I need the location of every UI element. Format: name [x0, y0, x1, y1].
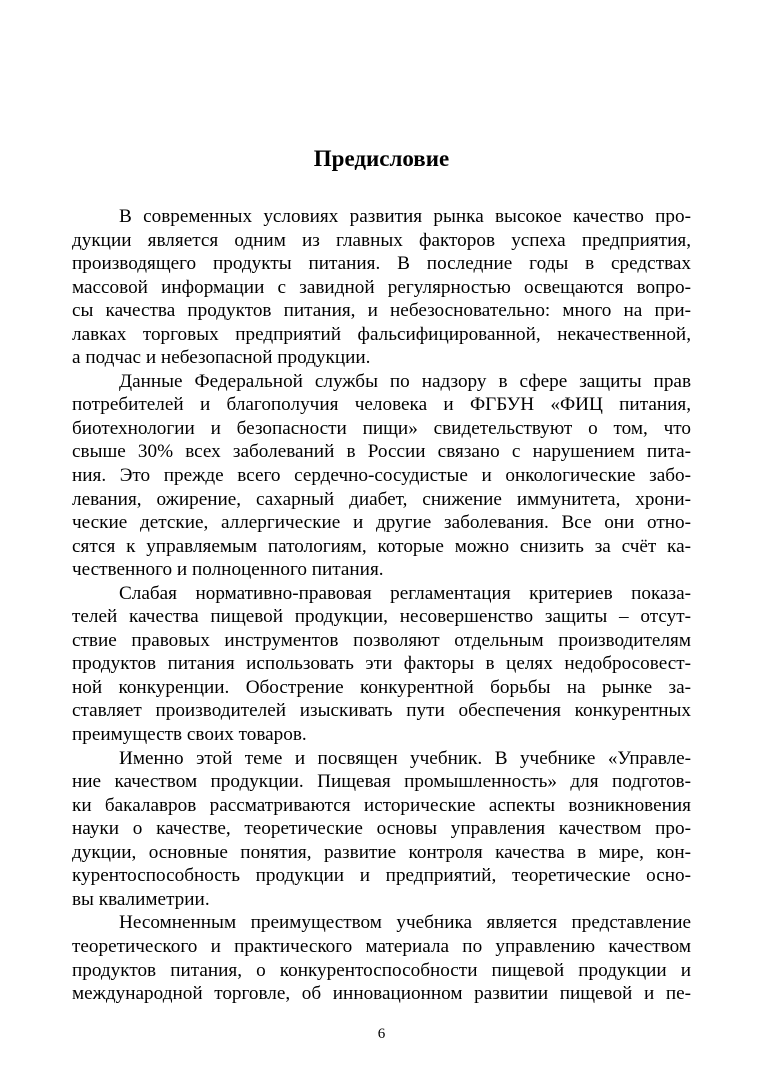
text-line: продуктов питания, о конкурентоспособности пищевой продукции и [72, 959, 691, 981]
text-line: ческие детские, аллергические и другие заболевания. Все они отно- [72, 512, 691, 534]
text-line: свыше 30% всех заболеваний в России связано с нарушением пита- [72, 441, 691, 463]
text-line: биотехнологии и безопасности пищи» свидетельствуют о том, что [72, 417, 691, 439]
text-line: продуктов питания использовать эти факторы в целях недобросовест- [72, 653, 691, 675]
text-line: ствие правовых инструментов позволяют отдельным производителям [72, 629, 691, 651]
text-line: лавках торговых предприятий фальсифицированной, некачественной, [72, 323, 691, 345]
paragraph [72, 582, 691, 747]
text-line: потребителей и благополучия человека и ФГБУН «ФИЦ питания, [72, 394, 691, 416]
text-line: Слабая нормативно-правовая регламентация критериев показа- [119, 582, 691, 604]
text-line: левания, ожирение, сахарный диабет, снижение иммунитета, хрони- [72, 488, 691, 510]
text-line: сятся к управляемым патологиям, которые можно снизить за счёт ка- [72, 535, 691, 557]
page-number: 6 [377, 1026, 386, 1042]
text-line: курентоспособность продукции и предприятий, теоретические осно- [72, 865, 691, 887]
text-line: дукции является одним из главных факторов успеха предприятия, [72, 229, 691, 251]
text-line: Именно этой теме и посвящен учебник. В учебнике «Управле- [119, 747, 691, 769]
text-line: ние качеством продукции. Пищевая промышленность» для подготов- [72, 771, 691, 793]
text-line: дукции, основные понятия, развитие контроля качества в мире, кон- [72, 841, 691, 863]
text-line: ния. Это прежде всего сердечно-сосудистые и онкологические забо- [72, 465, 691, 487]
paragraph [72, 205, 691, 370]
text-line: сы качества продуктов питания, и небезосновательно: много на при- [72, 300, 691, 322]
paragraph [72, 747, 691, 912]
text-line: Данные Федеральной службы по надзору в сфере защиты прав [119, 370, 691, 392]
text-line: Несомненным преимуществом учебника является представление [119, 912, 691, 934]
text-line: производящего продукты питания. В последние годы в средствах [72, 253, 691, 275]
text-line: массовой информации с завидной регулярностью освещаются вопро- [72, 276, 691, 298]
text-line: ной конкуренции. Обострение конкурентной борьбы на рынке за- [72, 676, 691, 698]
text-line: В современных условиях развития рынка высокое качество про- [119, 206, 691, 227]
text-line: преимуществ своих товаров. [72, 724, 307, 746]
paragraph [72, 911, 691, 1005]
text-line: теоретического и практического материала по управлению качеством [72, 935, 691, 957]
text-line: международной торговле, об инновационном развитии пищевой и пе- [72, 983, 691, 1005]
body-text [72, 205, 691, 1006]
paragraph [72, 370, 691, 582]
text-line: телей качества пищевой продукции, несовершенство защиты – отсут- [72, 606, 691, 628]
page-title: Предисловие [313, 146, 450, 171]
text-line: ки бакалавров рассматриваются исторические аспекты возникновения [72, 794, 691, 816]
text-line: науки о качестве, теоретические основы управления качеством про- [72, 818, 691, 840]
text-line: вы квалиметрии. [72, 888, 210, 910]
text-line: ставляет производителей изыскивать пути обеспечения конкурентных [72, 700, 691, 722]
text-line: а подчас и небезопасной продукции. [72, 347, 371, 369]
text-line: чественного и полноценного питания. [72, 559, 384, 581]
